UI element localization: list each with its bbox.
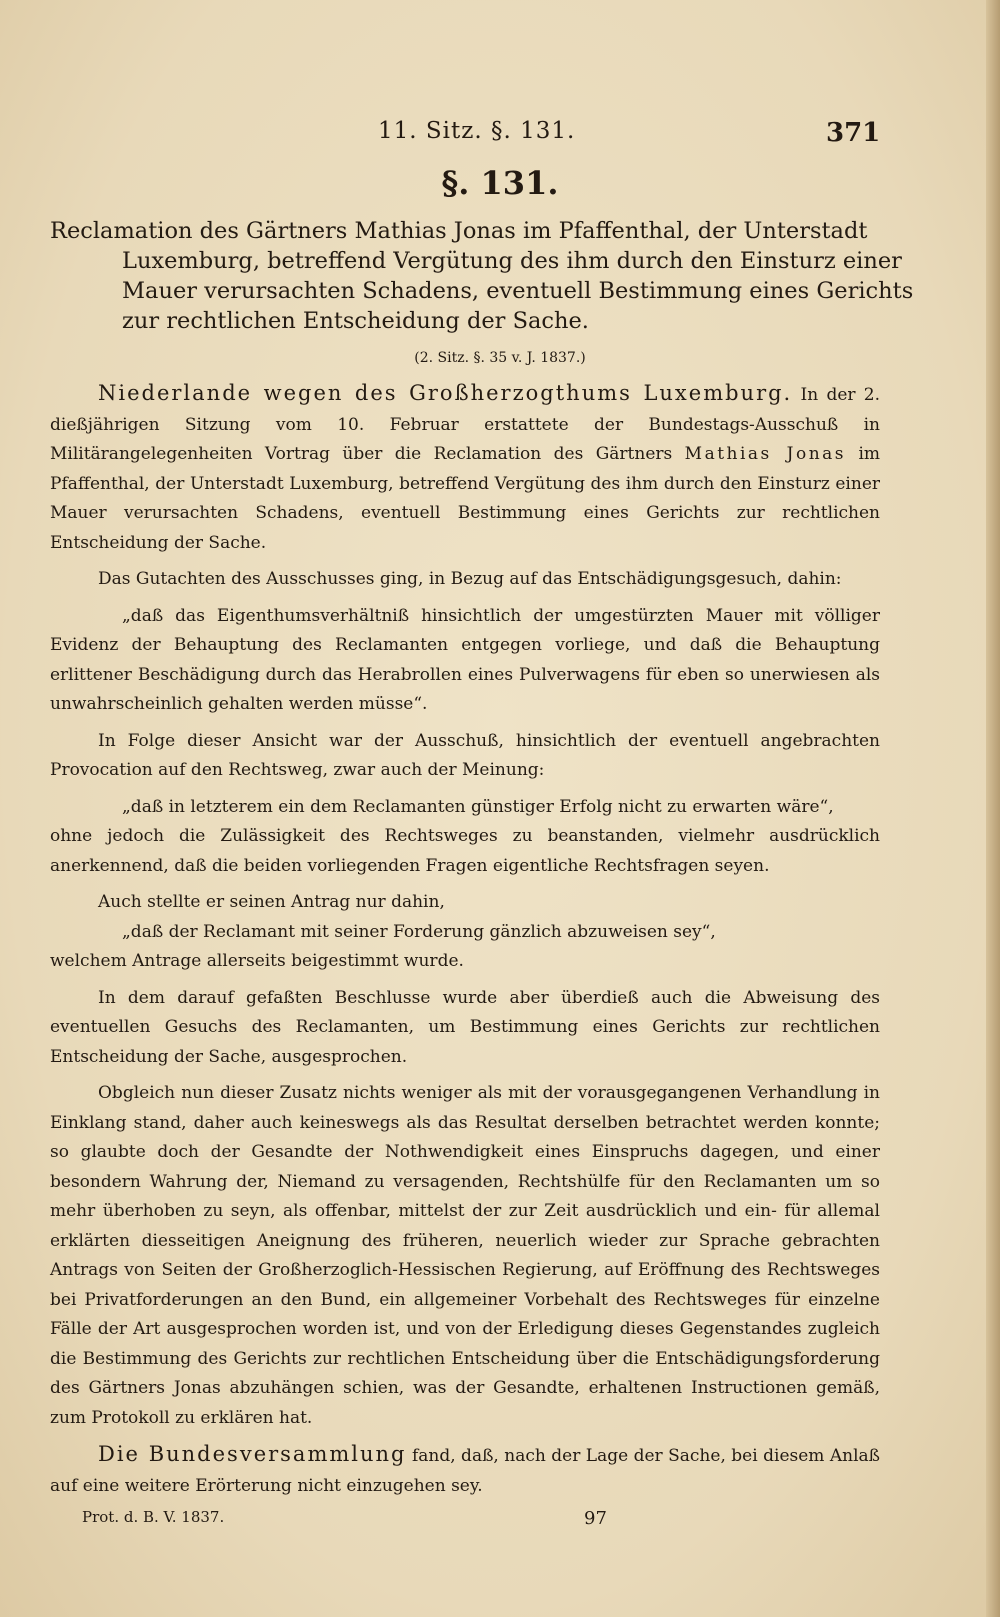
citation: (2. Sitz. §. 35 v. J. 1837.) [414, 350, 586, 366]
paragraph-3-quote: „daß in letzterem ein dem Reclamanten günstiger Erfolg nicht zu erwarten wäre“, [122, 796, 834, 817]
section-number: §. 131. [441, 164, 559, 202]
paragraph-7-lead: Die Bundesversammlung [98, 1442, 407, 1466]
paragraph-1 [50, 379, 880, 558]
paragraph-4-quote: „daß der Reclamant mit seiner Forderung gänzlich abzuweisen sey“, [122, 921, 716, 942]
body-text [50, 379, 880, 1508]
paragraph-1-text: In der 2. dießjährigen Sitzung vom 10. Februar erstattete der Bundestags-Ausschuß in Militärangelegenheiten Vortrag über die Reclamation des Gärtners [50, 385, 880, 464]
paragraph-4-continuation: welchem Antrage allerseits beigestimmt wurde. [50, 951, 464, 971]
paragraph-2-quote: „daß das Eigenthumsverhältniß hinsichtlich der umgestürzten Mauer mit völliger Evidenz der Behauptung des Reclamanten entgegen vorliege, und daß die Behauptung erlittener Beschädigung durch das Herabrollen eines Pulverwagens für eben so unerwiesen als unwahrscheinlich gehalten werden müsse“. [50, 605, 880, 714]
paragraph-3-continuation: ohne jedoch die Zulässigkeit des Rechtsweges zu beanstanden, vielmehr ausdrücklich anerkennend, daß die beiden vorliegenden Fragen eigentliche Rechtsfragen seyen. [50, 826, 880, 876]
footer-signature: Prot. d. B. V. 1837. [82, 1508, 225, 1526]
page-number: 371 [826, 118, 881, 148]
paragraph-4: Auch stellte er seinen Antrag nur dahin, [98, 892, 445, 912]
paragraph-6: Obgleich nun dieser Zusatz nichts weniger als mit der vorausgegangenen Verhandlung in Einklang stand, daher auch keineswegs als das Resultat derselben betrachtet werden konnte; so glaubte doch der Gesandte der Nothwendigkeit eines Einspruchs dagegen, und einer besondern Wahrung der, Niemand zu versagenden, Rechtshülfe für den Reclamanten um so mehr überhoben zu seyn, als offenbar, mittelst der zur Zeit ausdrücklich und ein- für allemal erklärten diesseitigen Aneignung des früheren, neuerlich wieder zur Sprache gebrachten Antrags von Seiten der Großherzoglich-Hessischen Regierung, auf Eröffnung des Rechtsweges bei Privatforderungen an den Bund, ein allgemeiner Vorbehalt des Rechtsweges für einzelne Fälle der Art ausgesprochen worden ist, und von der Erledigung dieses Gegenstandes zugleich die Bestimmung des Gerichts zur rechtlichen Entscheidung über die Entschädigungsforderung des Gärtners Jonas abzuhängen schien, was der Gesandte, erhaltenen Instructionen gemäß, zum Protokoll zu erklären hat. [50, 1083, 880, 1428]
section-title: Reclamation des Gärtners Mathias Jonas im Pfaffenthal, der Unterstadt Luxemburg, betreffend Vergütung des ihm durch den Einsturz einer Mauer verursachten Schadens, eventuell Bestimmung eines Gerichts zur rechtlichen Entscheidung der Sache. [50, 218, 914, 334]
paragraph-1-text-2: im Pfaffenthal, der Unterstadt Luxemburg, betreffend Vergütung des ihm durch den Einsturz einer Mauer verursachten Schadens, eventuell Bestimmung eines Gerichts zur rechtlichen Entscheidung der Sache. [50, 444, 881, 553]
footer-sheet-number: 97 [584, 1508, 607, 1529]
paragraph-1-lead: Niederlande wegen des Großherzogthums Luxemburg. [98, 381, 793, 405]
page-edge [986, 0, 1000, 1617]
paragraph-2: Das Gutachten des Ausschusses ging, in Bezug auf das Entschädigungsgesuch, dahin: [98, 569, 842, 589]
paragraph-7 [50, 1440, 880, 1501]
paragraph-1-name: Mathias Jonas [684, 444, 847, 464]
page-footer [0, 1508, 1000, 1538]
running-head: 11. Sitz. §. 131. [378, 118, 576, 144]
paragraph-5: In dem darauf gefaßten Beschlusse wurde aber überdieß auch die Abweisung des eventuellen Gesuchs des Reclamanten, um Bestimmung eines Gerichts zur rechtlichen Entscheidung der Sache, ausgesprochen. [50, 987, 880, 1067]
paragraph-3: In Folge dieser Ansicht war der Ausschuß, hinsichtlich der eventuell angebrachten Provocation auf den Rechtsweg, zwar auch der Meinung: [50, 730, 880, 780]
paragraph-7-text: fand, daß, nach der Lage der Sache, bei diesem Anlaß auf eine weitere Erörterung nicht einzugehen sey. [50, 1446, 881, 1496]
page-header [0, 118, 1000, 158]
